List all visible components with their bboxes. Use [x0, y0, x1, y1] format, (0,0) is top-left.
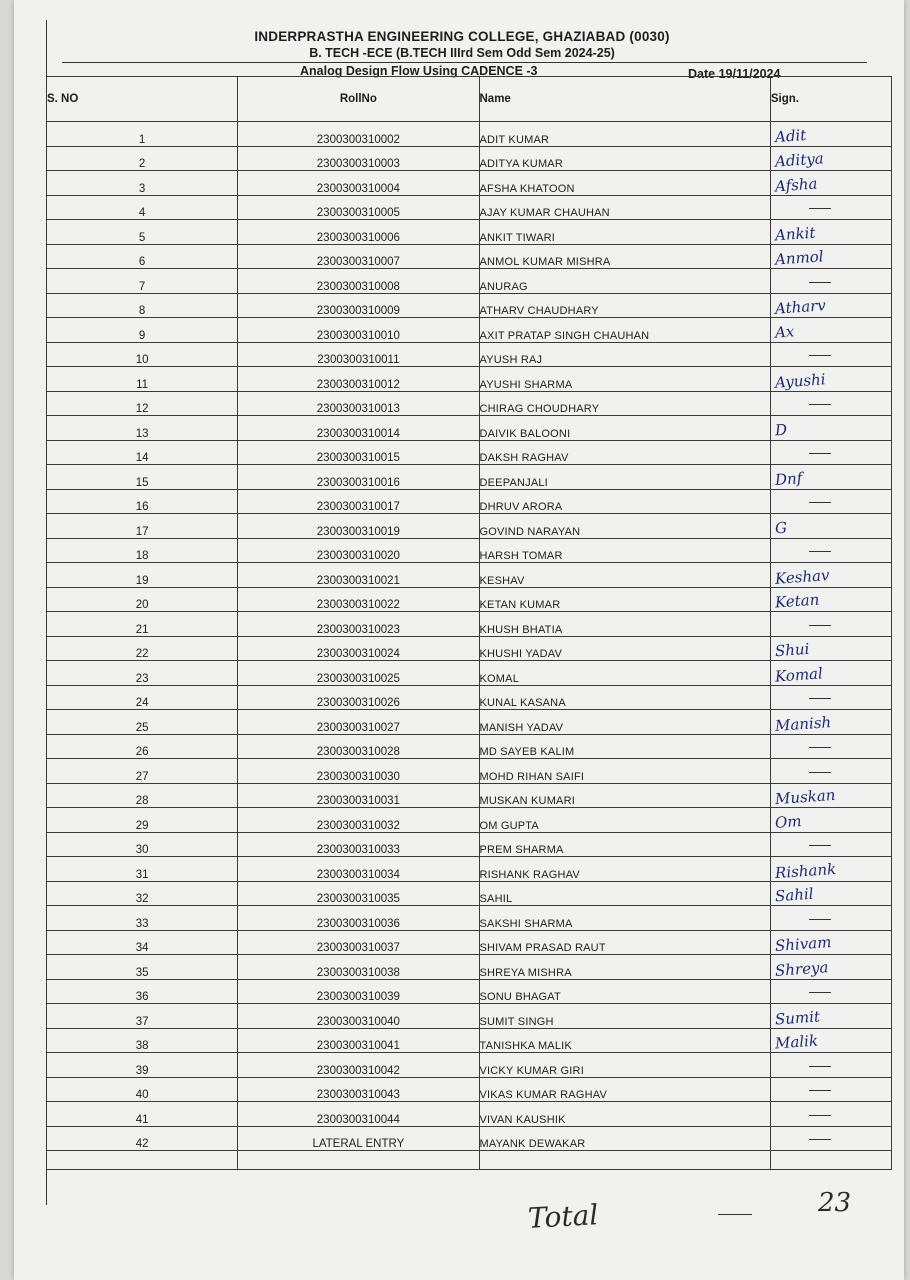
table-row [47, 636, 892, 661]
name-cell: DEEPANJALI [479, 465, 770, 490]
name-cell: DHRUV ARORA [479, 489, 770, 514]
signature: Muskan [774, 785, 836, 809]
name-cell: ADITYA KUMAR [479, 146, 770, 171]
absent-dash [809, 747, 831, 748]
table-row [47, 587, 892, 612]
attendance-table [46, 76, 892, 1170]
table-row [47, 269, 892, 294]
total-label: Total [527, 1198, 600, 1235]
name-cell: MOHD RIHAN SAIFI [479, 759, 770, 784]
table-row [47, 318, 892, 343]
signature-cell [770, 612, 891, 637]
sno-cell: 35 [47, 955, 238, 980]
name-cell: AYUSH RAJ [479, 342, 770, 367]
sno-cell: 22 [47, 636, 238, 661]
sno-cell: 8 [47, 293, 238, 318]
name-cell: OM GUPTA [479, 808, 770, 833]
table-row [47, 881, 892, 906]
name-cell: KESHAV [479, 563, 770, 588]
roll-cell: 2300300310025 [238, 661, 479, 686]
roll-cell: 2300300310043 [238, 1077, 479, 1102]
roll-cell: 2300300310005 [238, 195, 479, 220]
absent-dash [809, 1090, 831, 1091]
roll-cell: 2300300310030 [238, 759, 479, 784]
signature-cell [770, 489, 891, 514]
absent-dash [809, 282, 831, 283]
roll-cell: 2300300310014 [238, 416, 479, 441]
name-cell: KETAN KUMAR [479, 587, 770, 612]
sno-cell: 1 [47, 122, 238, 147]
signature: Atharv [774, 296, 827, 318]
signature-cell [770, 783, 891, 808]
name-cell: AYUSHI SHARMA [479, 367, 770, 392]
roll-cell: 2300300310037 [238, 930, 479, 955]
roll-cell: 2300300310027 [238, 710, 479, 735]
signature-cell [770, 391, 891, 416]
roll-cell: 2300300310012 [238, 367, 479, 392]
signature-cell [770, 244, 891, 269]
roll-cell: 2300300310031 [238, 783, 479, 808]
name-cell: VICKY KUMAR GIRI [479, 1053, 770, 1078]
roll-cell: 2300300310038 [238, 955, 479, 980]
sno-cell: 41 [47, 1102, 238, 1127]
table-row [47, 685, 892, 710]
table-row [47, 563, 892, 588]
name-cell: MUSKAN KUMARI [479, 783, 770, 808]
name-cell: CHIRAG CHOUDHARY [479, 391, 770, 416]
sno-cell: 16 [47, 489, 238, 514]
table-row [47, 734, 892, 759]
absent-dash [809, 1115, 831, 1116]
name-cell: KUNAL KASANA [479, 685, 770, 710]
signature-cell [770, 440, 891, 465]
signature: Komal [774, 663, 824, 686]
absent-dash [809, 919, 831, 920]
absent-dash [809, 625, 831, 626]
roll-cell: 2300300310004 [238, 171, 479, 196]
table-row [47, 1077, 892, 1102]
roll-cell: 2300300310021 [238, 563, 479, 588]
sno-cell: 25 [47, 710, 238, 735]
sno-cell: 29 [47, 808, 238, 833]
table-row [47, 906, 892, 931]
signature-cell [770, 832, 891, 857]
sno-cell: 10 [47, 342, 238, 367]
table-row [47, 661, 892, 686]
signature: Shui [774, 639, 810, 661]
signature: Anmol [774, 247, 824, 269]
roll-cell: 2300300310013 [238, 391, 479, 416]
absent-dash [809, 1139, 831, 1140]
blank-cell [479, 1151, 770, 1170]
name-cell: MANISH YADAV [479, 710, 770, 735]
table-row [47, 783, 892, 808]
name-cell: SUMIT SINGH [479, 1004, 770, 1029]
name-cell: ANKIT TIWARI [479, 220, 770, 245]
roll-cell: 2300300310022 [238, 587, 479, 612]
course-title: B. TECH -ECE (B.TECH IIIrd Sem Odd Sem 2024-25) [309, 46, 615, 60]
table-row [47, 514, 892, 539]
sno-cell: 42 [47, 1126, 238, 1151]
blank-cell [770, 1151, 891, 1170]
total-dash [718, 1214, 752, 1215]
subject-title: Analog Design Flow Using CADENCE -3 [300, 64, 538, 78]
signature: Shivam [774, 933, 832, 955]
signature: Ayushi [774, 369, 826, 392]
roll-cell: 2300300310024 [238, 636, 479, 661]
sno-cell: 30 [47, 832, 238, 857]
table-header-row [47, 77, 892, 122]
signature: G [774, 518, 788, 537]
sno-cell: 36 [47, 979, 238, 1004]
signature-cell [770, 955, 891, 980]
sno-cell: 34 [47, 930, 238, 955]
sno-cell: 4 [47, 195, 238, 220]
sno-cell: 24 [47, 685, 238, 710]
name-cell: MD SAYEB KALIM [479, 734, 770, 759]
roll-cell: 2300300310034 [238, 857, 479, 882]
table-row [47, 342, 892, 367]
table-row [47, 220, 892, 245]
sno-cell: 6 [47, 244, 238, 269]
table-row [47, 612, 892, 637]
signature: Sahil [774, 884, 814, 906]
absent-dash [809, 772, 831, 773]
signature-cell [770, 1102, 891, 1127]
signature-cell [770, 465, 891, 490]
college-name: INDERPRASTHA ENGINEERING COLLEGE, GHAZIABAD (0030) [254, 29, 670, 44]
name-cell: ANURAG [479, 269, 770, 294]
sno-cell: 5 [47, 220, 238, 245]
signature-cell [770, 1126, 891, 1151]
name-cell: SAKSHI SHARMA [479, 906, 770, 931]
signature: Aditya [774, 149, 825, 171]
table-row [47, 465, 892, 490]
sno-cell: 20 [47, 587, 238, 612]
sno-cell: 37 [47, 1004, 238, 1029]
signature-cell [770, 416, 891, 441]
column-header-roll: RollNo [238, 77, 479, 122]
sno-cell: 23 [47, 661, 238, 686]
signature: Sumit [774, 1006, 821, 1029]
roll-cell: 2300300310040 [238, 1004, 479, 1029]
sno-cell: 13 [47, 416, 238, 441]
name-cell: TANISHKA MALIK [479, 1028, 770, 1053]
column-header-name: Name [479, 77, 770, 122]
name-cell: ADIT KUMAR [479, 122, 770, 147]
signature-cell [770, 171, 891, 196]
sno-cell: 39 [47, 1053, 238, 1078]
roll-cell: 2300300310041 [238, 1028, 479, 1053]
sno-cell: 3 [47, 171, 238, 196]
signature-cell [770, 195, 891, 220]
signature-cell [770, 293, 891, 318]
table-row [47, 1004, 892, 1029]
roll-cell: 2300300310009 [238, 293, 479, 318]
signature: Malik [774, 1031, 819, 1053]
table-row [47, 195, 892, 220]
sno-cell: 26 [47, 734, 238, 759]
column-header-sign: Sign. [770, 77, 891, 122]
name-cell: DAIVIK BALOONI [479, 416, 770, 441]
name-cell: SAHIL [479, 881, 770, 906]
absent-dash [809, 845, 831, 846]
blank-row [47, 1151, 892, 1170]
roll-cell: 2300300310035 [238, 881, 479, 906]
signature: Om [774, 811, 802, 832]
column-header-sno: S. NO [47, 77, 238, 122]
sno-cell: 14 [47, 440, 238, 465]
signature-cell [770, 342, 891, 367]
signature-cell [770, 1004, 891, 1029]
absent-dash [809, 453, 831, 454]
blank-cell [47, 1151, 238, 1170]
roll-cell: 2300300310002 [238, 122, 479, 147]
table-row [47, 930, 892, 955]
name-cell: AJAY KUMAR CHAUHAN [479, 195, 770, 220]
name-cell: SHREYA MISHRA [479, 955, 770, 980]
table-row [47, 1028, 892, 1053]
name-cell: MAYANK DEWAKAR [479, 1126, 770, 1151]
table-row [47, 710, 892, 735]
signature: Ankit [774, 223, 816, 244]
absent-dash [809, 551, 831, 552]
table-row [47, 538, 892, 563]
roll-cell: LATERAL ENTRY [238, 1126, 479, 1151]
sno-cell: 28 [47, 783, 238, 808]
sno-cell: 38 [47, 1028, 238, 1053]
name-cell: SHIVAM PRASAD RAUT [479, 930, 770, 955]
table-row [47, 832, 892, 857]
table-row [47, 244, 892, 269]
signature-cell [770, 661, 891, 686]
total-value: 23 [818, 1188, 852, 1218]
table-row [47, 857, 892, 882]
roll-cell: 2300300310016 [238, 465, 479, 490]
signature: Ketan [774, 590, 820, 612]
roll-cell: 2300300310006 [238, 220, 479, 245]
signature: D [774, 420, 788, 439]
table-row [47, 171, 892, 196]
roll-cell: 2300300310010 [238, 318, 479, 343]
roll-cell: 2300300310044 [238, 1102, 479, 1127]
name-cell: ANMOL KUMAR MISHRA [479, 244, 770, 269]
sno-cell: 31 [47, 857, 238, 882]
name-cell: PREM SHARMA [479, 832, 770, 857]
sno-cell: 17 [47, 514, 238, 539]
table-row [47, 1053, 892, 1078]
blank-cell [238, 1151, 479, 1170]
absent-dash [809, 502, 831, 503]
table-row [47, 416, 892, 441]
roll-cell: 2300300310008 [238, 269, 479, 294]
roll-cell: 2300300310033 [238, 832, 479, 857]
table-row [47, 1126, 892, 1151]
signature: Shreya [774, 957, 829, 980]
sno-cell: 15 [47, 465, 238, 490]
signature: Rishank [774, 859, 837, 882]
sno-cell: 40 [47, 1077, 238, 1102]
name-cell: ATHARV CHAUDHARY [479, 293, 770, 318]
sno-cell: 12 [47, 391, 238, 416]
roll-cell: 2300300310028 [238, 734, 479, 759]
sno-cell: 33 [47, 906, 238, 931]
signature-cell [770, 979, 891, 1004]
signature-cell [770, 1053, 891, 1078]
roll-cell: 2300300310020 [238, 538, 479, 563]
roll-cell: 2300300310039 [238, 979, 479, 1004]
signature-cell [770, 514, 891, 539]
signature-cell [770, 759, 891, 784]
signature-cell [770, 563, 891, 588]
sno-cell: 18 [47, 538, 238, 563]
signature-cell [770, 587, 891, 612]
table-row [47, 293, 892, 318]
sheet-date: Date 19/11/2024 [688, 67, 781, 81]
name-cell: RISHANK RAGHAV [479, 857, 770, 882]
sno-cell: 2 [47, 146, 238, 171]
signature-cell [770, 1077, 891, 1102]
sno-cell: 7 [47, 269, 238, 294]
signature-cell [770, 808, 891, 833]
table-row [47, 440, 892, 465]
absent-dash [809, 992, 831, 993]
table-row [47, 146, 892, 171]
table-row [47, 1102, 892, 1127]
roll-cell: 2300300310011 [238, 342, 479, 367]
signature: Ax [774, 321, 795, 342]
roll-cell: 2300300310032 [238, 808, 479, 833]
table-row [47, 979, 892, 1004]
signature: Keshav [774, 565, 830, 588]
table-row [47, 367, 892, 392]
sno-cell: 21 [47, 612, 238, 637]
name-cell: KHUSHI YADAV [479, 636, 770, 661]
table-row [47, 955, 892, 980]
signature-cell [770, 710, 891, 735]
signature-cell [770, 220, 891, 245]
table-row [47, 489, 892, 514]
signature-cell [770, 318, 891, 343]
signature-cell [770, 1028, 891, 1053]
name-cell: KOMAL [479, 661, 770, 686]
sno-cell: 11 [47, 367, 238, 392]
name-cell: VIKAS KUMAR RAGHAV [479, 1077, 770, 1102]
roll-cell: 2300300310023 [238, 612, 479, 637]
signature-cell [770, 636, 891, 661]
header-rule [62, 62, 867, 63]
signature-cell [770, 857, 891, 882]
roll-cell: 2300300310026 [238, 685, 479, 710]
name-cell: HARSH TOMAR [479, 538, 770, 563]
name-cell: GOVIND NARAYAN [479, 514, 770, 539]
absent-dash [809, 404, 831, 405]
signature-cell [770, 685, 891, 710]
roll-cell: 2300300310007 [238, 244, 479, 269]
signature-cell [770, 538, 891, 563]
table-row [47, 122, 892, 147]
roll-cell: 2300300310042 [238, 1053, 479, 1078]
roll-cell: 2300300310019 [238, 514, 479, 539]
sno-cell: 27 [47, 759, 238, 784]
signature-cell [770, 367, 891, 392]
signature-cell [770, 906, 891, 931]
signature: Adit [774, 125, 807, 146]
signature-cell [770, 122, 891, 147]
roll-cell: 2300300310036 [238, 906, 479, 931]
absent-dash [809, 208, 831, 209]
absent-dash [809, 355, 831, 356]
roll-cell: 2300300310017 [238, 489, 479, 514]
signature: Afsha [774, 174, 818, 195]
table-row [47, 759, 892, 784]
signature-cell [770, 881, 891, 906]
table-row [47, 808, 892, 833]
name-cell: AXIT PRATAP SINGH CHAUHAN [479, 318, 770, 343]
name-cell: DAKSH RAGHAV [479, 440, 770, 465]
name-cell: SONU BHAGAT [479, 979, 770, 1004]
signature-cell [770, 930, 891, 955]
sno-cell: 9 [47, 318, 238, 343]
name-cell: KHUSH BHATIA [479, 612, 770, 637]
sheet-header [62, 28, 862, 62]
signature: Manish [774, 712, 832, 735]
signature: Dnf [774, 468, 803, 489]
absent-dash [809, 698, 831, 699]
name-cell: AFSHA KHATOON [479, 171, 770, 196]
signature-cell [770, 269, 891, 294]
absent-dash [809, 1066, 831, 1067]
signature-cell [770, 146, 891, 171]
signature-cell [770, 734, 891, 759]
table-row [47, 391, 892, 416]
roll-cell: 2300300310015 [238, 440, 479, 465]
roll-cell: 2300300310003 [238, 146, 479, 171]
sno-cell: 19 [47, 563, 238, 588]
sno-cell: 32 [47, 881, 238, 906]
name-cell: VIVAN KAUSHIK [479, 1102, 770, 1127]
